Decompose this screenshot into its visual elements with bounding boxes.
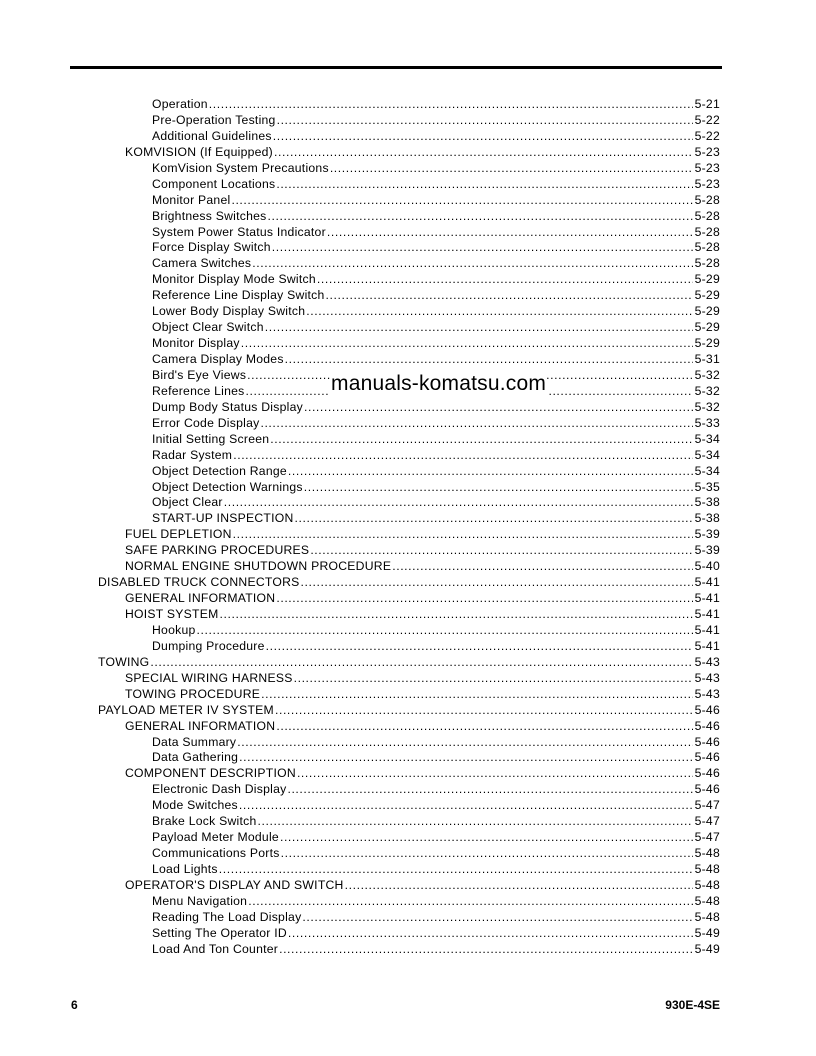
toc-entry-page: 5-29: [694, 336, 720, 351]
toc-entry-title: Menu Navigation: [152, 893, 248, 908]
toc-entry-page: 5-48: [694, 909, 720, 924]
toc-leader-dots: [239, 750, 692, 766]
toc-entry-title: Camera Switches: [152, 256, 252, 271]
toc-leader-dots: [150, 655, 692, 671]
toc-entry-title: Operation: [152, 97, 208, 111]
toc-entry-title: Object Detection Warnings: [152, 479, 303, 494]
toc-entry-title: Payload Meter Module: [152, 830, 279, 845]
toc-entry[interactable]: [152, 735, 720, 751]
toc-entry-page: 5-21: [694, 97, 720, 111]
toc-leader-dots: [304, 480, 693, 496]
toc-leader-dots: [265, 320, 693, 336]
toc-entry[interactable]: [152, 830, 720, 846]
toc-entry[interactable]: [152, 926, 720, 942]
toc-leader-dots: [310, 543, 692, 559]
toc-entry-title: Dump Body Status Display: [152, 399, 303, 414]
toc-entry-page: 5-38: [694, 495, 720, 510]
toc-entry-page: 5-22: [694, 112, 720, 127]
toc-entry[interactable]: [152, 464, 720, 480]
page-number: 6: [71, 998, 78, 1012]
toc-leader-dots: [268, 209, 693, 225]
toc-entry-title: OPERATOR'S DISPLAY AND SWITCH: [125, 877, 344, 892]
toc-leader-dots: [274, 145, 693, 161]
toc-entry[interactable]: [152, 352, 720, 368]
toc-entry[interactable]: [152, 798, 720, 814]
document-code: 930E-4SE: [665, 998, 720, 1012]
toc-leader-dots: [287, 782, 692, 798]
toc-entry-title: Electronic Dash Display: [152, 782, 287, 797]
toc-entry-title: SAFE PARKING PROCEDURES: [125, 543, 310, 558]
toc-entry[interactable]: [152, 910, 720, 926]
toc-entry-title: FUEL DEPLETION: [125, 527, 232, 542]
toc-entry[interactable]: [125, 145, 720, 161]
toc-entry[interactable]: [125, 607, 720, 623]
toc-entry[interactable]: [152, 336, 720, 352]
toc-leader-dots: [294, 671, 693, 687]
toc-entry[interactable]: [152, 272, 720, 288]
toc-entry-page: 5-28: [694, 256, 720, 271]
toc-entry-title: HOIST SYSTEM: [125, 607, 219, 621]
toc-entry-page: 5-48: [694, 862, 720, 876]
toc-entry[interactable]: [152, 129, 720, 145]
toc-entry-page: 5-28: [694, 192, 720, 207]
toc-entry-title: Bird's Eye Views: [152, 367, 247, 382]
toc-entry-page: 5-41: [694, 638, 720, 653]
toc-entry[interactable]: [152, 97, 720, 113]
toc-entry[interactable]: [152, 113, 720, 129]
toc-entry[interactable]: [152, 416, 720, 432]
toc-entry[interactable]: [152, 193, 720, 209]
toc-entry[interactable]: [152, 814, 720, 830]
toc-entry-page: 5-43: [694, 654, 720, 669]
toc-entry-title: Brake Lock Switch: [152, 814, 257, 829]
toc-leader-dots: [219, 862, 693, 878]
toc-entry-title: Brightness Switches: [152, 208, 267, 223]
toc-entry-title: TOWING: [98, 654, 150, 669]
toc-leader-dots: [317, 272, 693, 288]
toc-entry-page: 5-48: [694, 893, 720, 908]
toc-entry[interactable]: [125, 719, 720, 735]
toc-entry[interactable]: [152, 495, 720, 511]
toc-entry-page: 5-29: [694, 320, 720, 335]
toc-leader-dots: [273, 129, 693, 145]
toc-leader-dots: [306, 304, 692, 320]
toc-entry-title: START-UP INSPECTION: [152, 511, 294, 526]
toc-entry-title: Reading The Load Display: [152, 909, 302, 924]
toc-entry-page: 5-39: [694, 543, 720, 558]
toc-leader-dots: [266, 639, 693, 655]
toc-entry[interactable]: [152, 240, 720, 256]
toc-entry-title: Radar System: [152, 447, 233, 462]
toc-leader-dots: [239, 798, 693, 814]
toc-leader-dots: [295, 511, 693, 527]
toc-leader-dots: [197, 623, 693, 639]
toc-entry[interactable]: [152, 400, 720, 416]
toc-entry-page: 5-34: [694, 447, 720, 462]
toc-leader-dots: [224, 495, 693, 511]
toc-entry[interactable]: [125, 671, 720, 687]
toc-entry-page: 5-28: [694, 224, 720, 239]
toc-entry-page: 5-32: [694, 383, 720, 398]
toc-entry-title: Mode Switches: [152, 798, 238, 813]
toc-entry-page: 5-46: [694, 718, 720, 733]
toc-entry-title: Data Summary: [152, 734, 237, 749]
toc-entry-page: 5-48: [694, 846, 720, 861]
toc-entry[interactable]: [152, 209, 720, 225]
toc-entry-title: Camera Display Modes: [152, 352, 284, 366]
toc-leader-dots: [260, 416, 692, 432]
toc-entry[interactable]: [152, 846, 720, 862]
toc-entry-title: Additional Guidelines: [152, 128, 272, 143]
toc-entry-title: Component Locations: [152, 176, 276, 191]
toc-entry-title: Error Code Display: [152, 415, 260, 430]
toc-entry-title: Dumping Procedure: [152, 638, 265, 653]
toc-leader-dots: [327, 225, 693, 241]
toc-entry-title: SPECIAL WIRING HARNESS: [125, 670, 293, 685]
toc-entry[interactable]: [152, 894, 720, 910]
toc-entry-title: DISABLED TRUCK CONNECTORS: [98, 575, 300, 590]
toc-leader-dots: [233, 448, 692, 464]
toc-entry[interactable]: [98, 655, 720, 671]
toc-entry-title: KomVision System Precautions: [152, 160, 329, 175]
toc-entry[interactable]: [152, 750, 720, 766]
toc-leader-dots: [248, 894, 692, 910]
toc-entry-title: Lower Body Display Switch: [152, 304, 306, 319]
toc-entry[interactable]: [125, 543, 720, 559]
toc-entry-page: 5-43: [694, 686, 720, 701]
toc-entry[interactable]: [125, 766, 720, 782]
toc-leader-dots: [237, 735, 692, 751]
toc-entry-title: Data Gathering: [152, 750, 239, 765]
table-of-contents: [0, 97, 816, 958]
toc-entry[interactable]: [98, 703, 720, 719]
toc-entry[interactable]: [125, 687, 720, 703]
toc-entry-page: 5-41: [694, 575, 720, 590]
toc-leader-dots: [276, 591, 692, 607]
toc-entry-title: GENERAL INFORMATION: [125, 718, 276, 733]
toc-entry-page: 5-29: [694, 272, 720, 287]
toc-entry-title: Communications Ports: [152, 846, 280, 861]
toc-entry-page: 5-39: [694, 527, 720, 542]
toc-entry-page: 5-41: [694, 622, 720, 637]
toc-entry[interactable]: [152, 942, 720, 958]
toc-leader-dots: [270, 432, 692, 448]
toc-entry-page: 5-47: [694, 814, 720, 829]
toc-entry[interactable]: [152, 225, 720, 241]
toc-entry[interactable]: [125, 591, 720, 607]
toc-entry-title: Load And Ton Counter: [152, 941, 279, 956]
toc-entry-title: Reference Line Display Switch: [152, 288, 325, 303]
toc-leader-dots: [277, 113, 693, 129]
toc-entry-title: Monitor Panel: [152, 192, 231, 207]
toc-entry[interactable]: [152, 639, 720, 655]
toc-entry[interactable]: [152, 177, 720, 193]
toc-entry[interactable]: [152, 862, 720, 878]
toc-entry-title: NORMAL ENGINE SHUTDOWN PROCEDURE: [125, 559, 392, 574]
toc-entry-page: 5-35: [694, 479, 720, 494]
toc-entry-title: COMPONENT DESCRIPTION: [125, 766, 296, 781]
toc-entry[interactable]: [152, 480, 720, 496]
toc-entry-page: 5-47: [694, 830, 720, 845]
toc-entry-title: Hookup: [152, 622, 196, 637]
toc-entry-page: 5-46: [694, 702, 720, 717]
toc-entry-title: Setting The Operator ID: [152, 925, 287, 940]
toc-entry-title: System Power Status Indicator: [152, 224, 326, 239]
toc-entry[interactable]: [125, 527, 720, 543]
toc-entry-page: 5-41: [694, 591, 720, 606]
toc-leader-dots: [231, 193, 692, 209]
toc-entry-page: 5-28: [694, 240, 720, 255]
toc-entry-page: 5-29: [694, 288, 720, 303]
toc-entry[interactable]: [152, 782, 720, 798]
toc-entry-page: 5-29: [694, 304, 720, 319]
toc-entry[interactable]: [152, 304, 720, 320]
toc-leader-dots: [261, 687, 692, 703]
toc-leader-dots: [233, 527, 693, 543]
toc-leader-dots: [276, 719, 692, 735]
toc-entry-page: 5-46: [694, 734, 720, 749]
toc-entry[interactable]: [152, 432, 720, 448]
toc-entry[interactable]: [125, 559, 720, 575]
toc-entry[interactable]: [98, 575, 720, 591]
toc-entry-page: 5-41: [694, 607, 720, 621]
toc-entry-page: 5-34: [694, 463, 720, 478]
toc-leader-dots: [281, 846, 693, 862]
toc-leader-dots: [330, 161, 693, 177]
toc-leader-dots: [241, 336, 693, 352]
toc-leader-dots: [297, 766, 693, 782]
toc-entry-page: 5-49: [694, 941, 720, 956]
toc-leader-dots: [272, 240, 693, 256]
toc-leader-dots: [279, 942, 693, 958]
toc-entry-title: Load Lights: [152, 862, 218, 876]
toc-entry-title: KOMVISION (If Equipped): [125, 144, 273, 159]
toc-leader-dots: [275, 703, 693, 719]
header-rule: [70, 66, 722, 69]
toc-leader-dots: [302, 910, 692, 926]
toc-leader-dots: [288, 926, 693, 942]
toc-entry-title: Initial Setting Screen: [152, 431, 270, 446]
toc-entry[interactable]: [152, 161, 720, 177]
toc-entry-page: 5-22: [694, 128, 720, 143]
toc-entry-page: 5-49: [694, 925, 720, 940]
toc-entry-title: Object Clear Switch: [152, 320, 264, 335]
watermark-text: manuals-komatsu.com: [331, 372, 547, 395]
toc-entry[interactable]: [152, 448, 720, 464]
toc-leader-dots: [326, 288, 693, 304]
toc-entry-title: Object Clear: [152, 495, 223, 510]
toc-leader-dots: [345, 878, 693, 894]
toc-leader-dots: [301, 575, 693, 591]
toc-leader-dots: [258, 814, 693, 830]
toc-leader-dots: [288, 464, 693, 480]
toc-entry-title: Monitor Display Mode Switch: [152, 272, 316, 287]
toc-entry-title: Pre-Operation Testing: [152, 112, 276, 127]
toc-entry[interactable]: [152, 511, 720, 527]
toc-entry-title: PAYLOAD METER IV SYSTEM: [98, 702, 274, 717]
toc-entry-page: 5-48: [694, 877, 720, 892]
toc-entry[interactable]: [125, 878, 720, 894]
toc-entry-page: 5-46: [694, 766, 720, 781]
toc-leader-dots: [304, 400, 693, 416]
toc-entry-page: 5-47: [694, 798, 720, 813]
toc-entry-page: 5-28: [694, 208, 720, 223]
toc-entry-page: 5-23: [694, 160, 720, 175]
toc-entry-page: 5-34: [694, 431, 720, 446]
toc-entry-page: 5-46: [694, 750, 720, 765]
toc-entry-page: 5-43: [694, 670, 720, 685]
toc-entry[interactable]: [152, 256, 720, 272]
toc-entry-page: 5-33: [694, 415, 720, 430]
toc-entry-page: 5-23: [694, 176, 720, 191]
toc-leader-dots: [220, 607, 693, 623]
toc-entry-page: 5-46: [694, 782, 720, 797]
toc-entry-page: 5-31: [694, 352, 720, 366]
toc-entry-page: 5-23: [694, 144, 720, 159]
toc-entry-page: 5-32: [694, 399, 720, 414]
toc-entry-title: Force Display Switch: [152, 240, 271, 255]
toc-entry-page: 5-40: [694, 559, 720, 574]
toc-entry-title: Monitor Display: [152, 336, 240, 351]
toc-entry-title: TOWING PROCEDURE: [125, 686, 261, 701]
toc-leader-dots: [285, 352, 693, 368]
toc-leader-dots: [280, 830, 693, 846]
toc-entry-page: 5-32: [694, 367, 720, 382]
toc-entry[interactable]: [152, 623, 720, 639]
toc-entry-title: GENERAL INFORMATION: [125, 591, 276, 606]
toc-leader-dots: [252, 256, 692, 272]
toc-entry-page: 5-38: [694, 511, 720, 526]
toc-leader-dots: [392, 559, 692, 575]
toc-entry[interactable]: [152, 288, 720, 304]
toc-entry-title: Reference Lines: [152, 383, 245, 398]
toc-leader-dots: [209, 97, 693, 113]
toc-entry-title: Object Detection Range: [152, 463, 287, 478]
toc-leader-dots: [276, 177, 692, 193]
toc-entry[interactable]: [152, 320, 720, 336]
